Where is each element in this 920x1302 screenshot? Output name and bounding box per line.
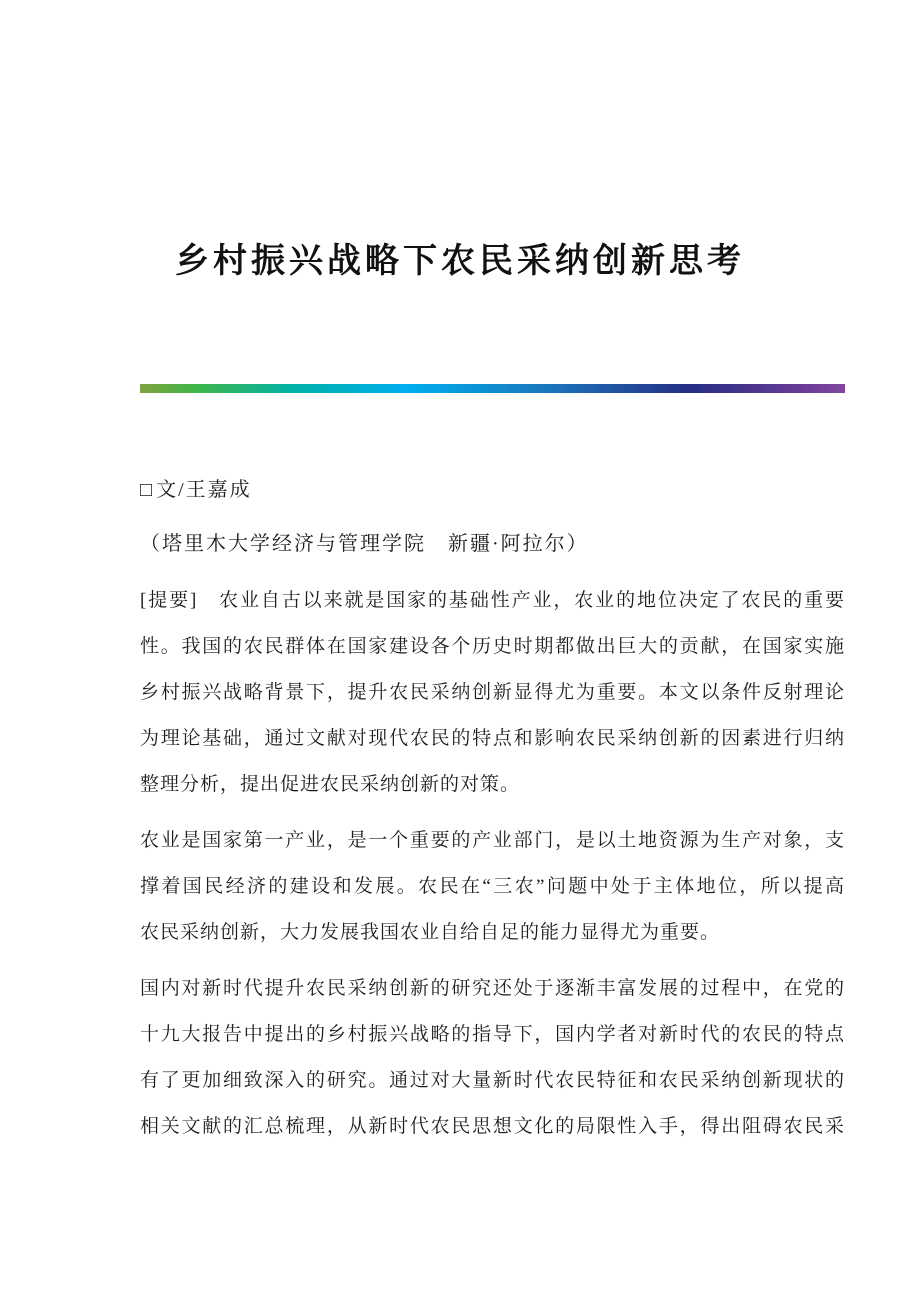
affiliation: （塔里木大学经济与管理学院 新疆·阿拉尔） xyxy=(140,533,589,555)
text-line: 有了更加细致深入的研究。通过对大量新时代农民特征和农民采纳创新现状的 xyxy=(140,1070,845,1091)
text-line: 相关文献的汇总梳理，从新时代农民思想文化的局限性入手，得出阻碍农民采 xyxy=(140,1116,845,1137)
text-line: 为理论基础，通过文献对现代农民的特点和影响农民采纳创新的因素进行归纳 xyxy=(140,728,845,749)
text-line: 整理分析，提出促进农民采纳创新的对策。 xyxy=(140,774,521,795)
text-line: 国内对新时代提升农民采纳创新的研究还处于逐渐丰富发展的过程中，在党的 xyxy=(140,978,845,999)
text-line: 撑着国民经济的建设和发展。农民在“三农”问题中处于主体地位，所以提高 xyxy=(140,876,845,897)
article-body xyxy=(140,578,845,1160)
abstract-paragraph xyxy=(140,578,845,808)
author-marker-icon: □ xyxy=(140,479,155,501)
body-paragraph xyxy=(140,966,845,1150)
text-line: 乡村振兴战略背景下，提升农民采纳创新显得尤为重要。本文以条件反射理论 xyxy=(140,682,845,703)
byline xyxy=(140,476,252,504)
text-line: 性。我国的农民群体在国家建设各个历史时期都做出巨大的贡献，在国家实施 xyxy=(140,636,845,657)
gradient-divider xyxy=(140,384,845,393)
text-line: [提要] 农业自古以来就是国家的基础性产业，农业的地位决定了农民的重要 xyxy=(140,590,845,611)
article-title: 乡村振兴战略下农民采纳创新思考 xyxy=(175,242,745,280)
byline-text: 文/王嘉成 xyxy=(156,479,252,501)
text-line: 农民采纳创新，大力发展我国农业自给自足的能力显得尤为重要。 xyxy=(140,922,721,943)
body-paragraph xyxy=(140,818,845,956)
text-line: 十九大报告中提出的乡村振兴战略的指导下，国内学者对新时代的农民的特点 xyxy=(140,1024,845,1045)
text-line: 农业是国家第一产业，是一个重要的产业部门，是以土地资源为生产对象，支 xyxy=(140,830,845,851)
